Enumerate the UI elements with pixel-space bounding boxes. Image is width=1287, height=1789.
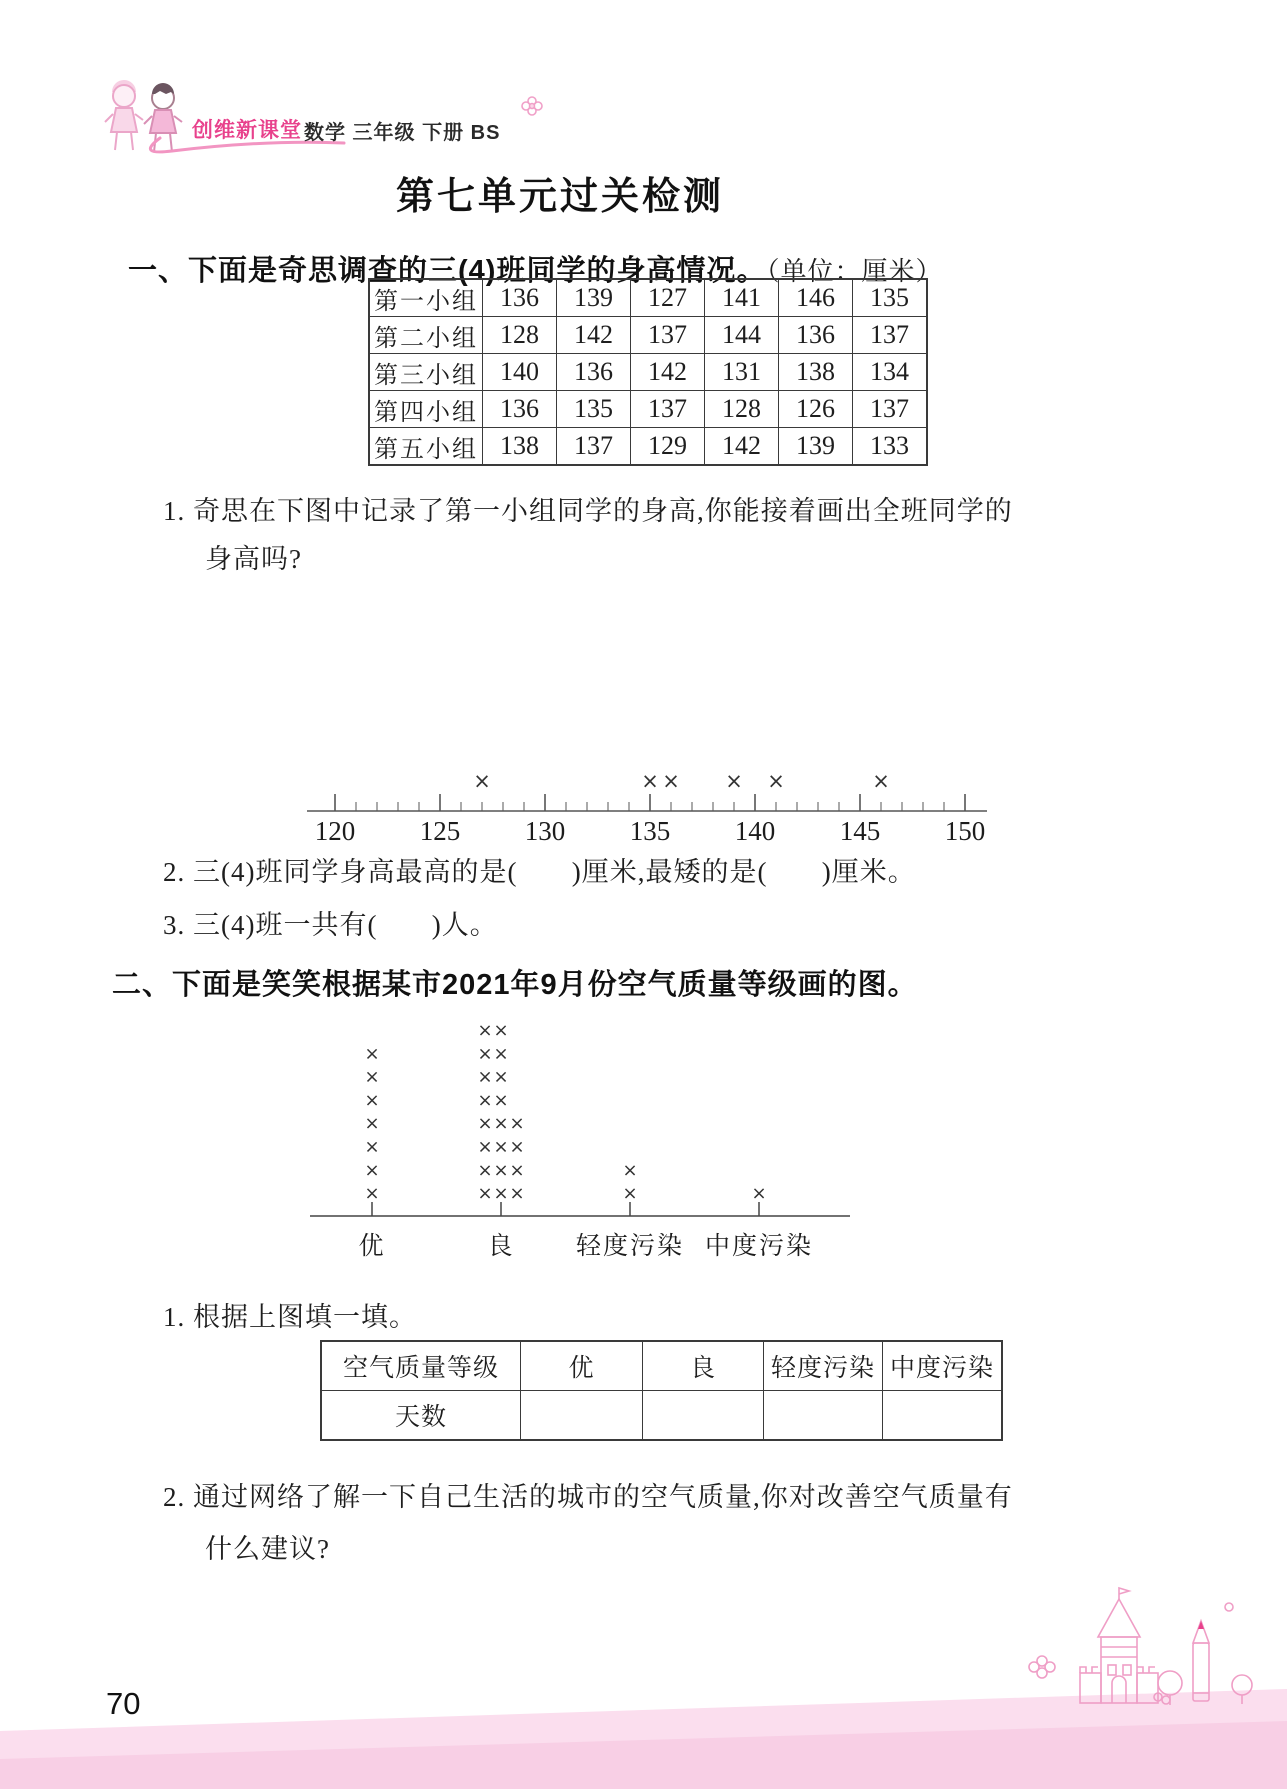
svg-text:135: 135 [629,816,671,846]
svg-text:轻度污染: 轻度污染 [575,1233,685,1260]
svg-text:×: × [751,1183,767,1205]
page-number: 70 [106,1686,141,1721]
svg-text:中度污染: 中度污染 [704,1233,814,1260]
svg-text:×: × [477,1113,493,1135]
svg-text:×: × [477,1136,493,1158]
svg-text:×: × [641,769,659,793]
height-value: 137 [631,391,705,428]
height-value: 140 [483,354,557,391]
svg-text:145: 145 [839,816,881,846]
height-value: 127 [631,279,705,317]
height-value: 135 [853,279,928,317]
svg-text:×: × [622,1183,638,1205]
svg-text:×: × [364,1136,380,1158]
tree-icon [1158,1671,1252,1705]
svg-text:×: × [509,1183,525,1205]
svg-text:150: 150 [944,816,986,846]
height-value: 142 [631,354,705,391]
fill-table-days-row [321,1391,1002,1441]
section2-question-2-line2: 什么建议? [205,1534,330,1564]
svg-text:×: × [509,1136,525,1158]
fill-table-header: 空气质量等级 [321,1341,521,1391]
group-label: 第三小组 [369,354,483,391]
fill-table-header: 良 [643,1341,764,1391]
height-table [368,278,928,466]
height-value: 126 [779,391,853,428]
svg-text:×: × [477,1159,493,1181]
height-value: 146 [779,279,853,317]
height-table-row [369,391,927,428]
svg-text:×: × [364,1183,380,1205]
height-value: 142 [705,428,779,466]
svg-text:125: 125 [419,816,461,846]
height-value: 136 [483,391,557,428]
question-2: 2. 三(4)班同学身高最高的是( )厘米,最矮的是( )厘米。 [163,857,916,887]
svg-text:×: × [767,769,785,793]
bottom-decoration [1020,1585,1255,1750]
section2-heading: 二、下面是笑笑根据某市2021年9月份空气质量等级画的图。 [112,969,918,1001]
height-value: 135 [557,391,631,428]
svg-text:×: × [509,1113,525,1135]
height-value: 137 [631,317,705,354]
group-label: 第一小组 [369,279,483,317]
page-title: 第七单元过关检测 [395,176,724,218]
unit-note: （单位：厘米） [766,257,943,286]
flower-icon [1029,1603,1233,1704]
svg-text:×: × [364,1043,380,1065]
svg-text:×: × [493,1020,509,1041]
castle-icon [1080,1588,1158,1703]
svg-text:×: × [477,1089,493,1111]
svg-text:×: × [872,769,890,793]
height-value: 138 [483,428,557,466]
svg-text:优: 优 [358,1233,386,1260]
height-value: 141 [705,279,779,317]
flower-icon [518,92,546,120]
answer-cell [883,1391,1003,1441]
group-label: 第二小组 [369,317,483,354]
svg-text:×: × [493,1113,509,1135]
question-1-line1: 1. 奇思在下图中记录了第一小组同学的身高,你能接着画出全班同学的 [163,496,1013,526]
svg-text:×: × [725,769,743,793]
height-value: 138 [779,354,853,391]
svg-text:×: × [477,1020,493,1041]
height-value: 133 [853,428,928,466]
group-label: 第四小组 [369,391,483,428]
svg-text:140: 140 [734,816,776,846]
svg-text:×: × [473,769,491,793]
height-value: 139 [779,428,853,466]
height-value: 129 [631,428,705,466]
svg-text:×: × [477,1183,493,1205]
height-value: 137 [853,391,928,428]
days-row-label: 天数 [321,1391,521,1441]
svg-text:×: × [493,1089,509,1111]
question-3: 3. 三(4)班一共有( )人。 [163,910,498,940]
height-table-row [369,428,927,466]
height-value: 142 [557,317,631,354]
height-number-line [295,756,995,848]
height-table-row [369,279,927,317]
group-label: 第五小组 [369,428,483,466]
fill-table-header-row [321,1341,1002,1391]
svg-text:×: × [364,1066,380,1088]
svg-text:×: × [364,1159,380,1181]
height-value: 131 [705,354,779,391]
answer-cell [521,1391,643,1441]
section1-heading: 一、下面是奇思调查的三(4)班同学的身高情况。 [128,255,767,287]
svg-text:×: × [493,1043,509,1065]
number-line-svg [295,756,995,848]
height-value: 136 [779,317,853,354]
height-value: 137 [557,428,631,466]
svg-text:×: × [493,1183,509,1205]
air-quality-plot-svg [290,1014,870,1270]
height-value: 128 [705,391,779,428]
pencil-icon [1193,1621,1209,1701]
fill-table-header: 轻度污染 [764,1341,883,1391]
air-quality-fill-table [320,1340,1003,1441]
section2-question-1: 1. 根据上图填一填。 [163,1302,417,1332]
svg-text:×: × [477,1066,493,1088]
height-value: 128 [483,317,557,354]
fill-table-header: 优 [521,1341,643,1391]
question-1-line2: 身高吗? [205,544,302,574]
height-value: 136 [557,354,631,391]
air-quality-dot-plot [290,1014,870,1270]
svg-text:×: × [493,1066,509,1088]
answer-cell [643,1391,764,1441]
height-value: 144 [705,317,779,354]
header-subject-info: 数学 三年级 下册 BS [304,122,501,144]
svg-text:×: × [477,1043,493,1065]
height-value: 134 [853,354,928,391]
height-value: 139 [557,279,631,317]
section2-question-2-line1: 2. 通过网络了解一下自己生活的城市的空气质量,你对改善空气质量有 [163,1482,1013,1512]
height-value: 137 [853,317,928,354]
height-table-row [369,354,927,391]
height-value: 136 [483,279,557,317]
svg-text:×: × [662,769,680,793]
svg-text:×: × [364,1113,380,1135]
svg-text:×: × [493,1136,509,1158]
svg-text:130: 130 [524,816,566,846]
height-table-body [369,279,927,465]
height-table-row [369,317,927,354]
svg-text:良: 良 [487,1233,515,1260]
svg-text:×: × [509,1159,525,1181]
svg-text:120: 120 [314,816,356,846]
fill-table-header: 中度污染 [883,1341,1003,1391]
brand-logo-text: 创维新课堂 [192,119,302,142]
svg-text:×: × [364,1089,380,1111]
svg-text:×: × [622,1159,638,1181]
answer-cell [764,1391,883,1441]
svg-text:×: × [493,1159,509,1181]
